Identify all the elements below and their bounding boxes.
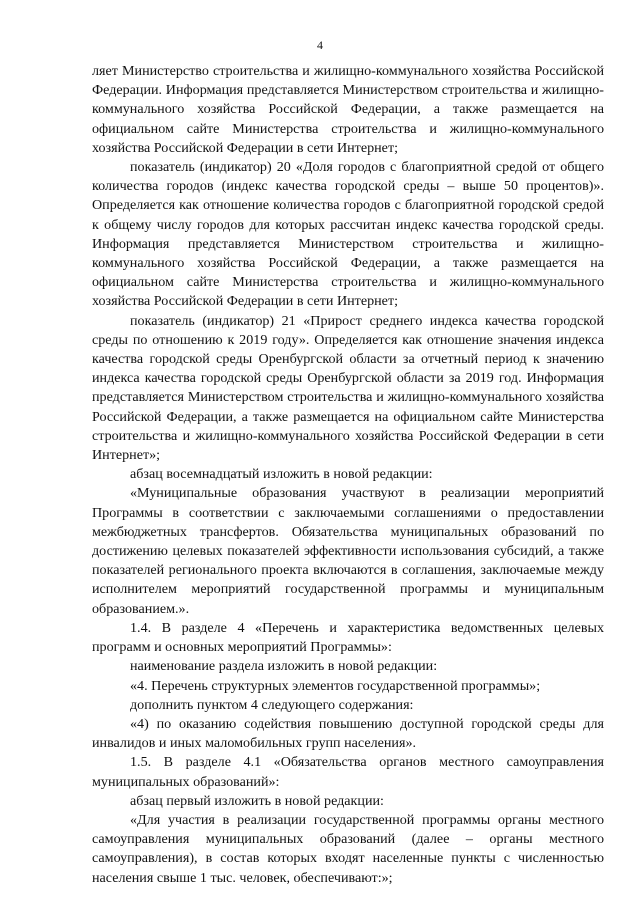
paragraph-indicator-21: показатель (индикатор) 21 «Прирост среднего индекса качества городской среды по отношению к 2019 году». Определяется как отношение значения индекса качества городской среды Оренбургской области за отчетный период к значению индекса качества городской среды Оренбургской области за 2019 год. Информация представляется Министерством строительства и жилищно-коммунального хозяйства Российской Федерации, а также размещается на официальном сайте Министерства строительства и жилищно-коммунального хозяйства Российской Федерации в сети Интернет»;	[92, 312, 604, 464]
paragraph-add-point-4: дополнить пунктом 4 следующего содержания:	[130, 696, 414, 713]
paragraph-amendment-18: абзац восемнадцатый изложить в новой редакции:	[130, 466, 433, 483]
page-number: 4	[317, 38, 323, 52]
paragraph-section-1-4: 1.4. В разделе 4 «Перечень и характеристика ведомственных целевых программ и основных мероприятий Программы»:	[92, 619, 604, 656]
paragraph-indicator-20: показатель (индикатор) 20 «Доля городов с благоприятной средой от общего количества городов (индекс качества городской среды – выше 50 процентов)». Определяется как отношение количества городов с благоприятной городской средой к общему числу городов для которых рассчитан индекс качества городской среды. Информация представляется Министерством строительства и жилищно-коммунального хозяйства Российской Федерации, а также размещается на официальном сайте Министерства строительства и жилищно-коммунального хозяйства Российской Федерации в сети Интернет;	[92, 159, 604, 310]
paragraph-local-government-obligations: «Для участия в реализации государственной программы органы местного самоуправления муниципальных образований (далее – органы местного самоуправления), в состав которых входят населенные пункты с численностью населения свыше 1 тыс. человек, обеспечивают:»;	[92, 811, 604, 886]
paragraph-municipal-participation: «Муниципальные образования участвуют в реализации мероприятий Программы в соответствии с заключаемыми соглашениями о предоставлении межбюджетных трансфертов. Обязательства муниципальных образований по достижению целевых показателей эффективности использования субсидий, а также показателей регионального проекта включаются в соглашения, заключаемые между исполнителем мероприятий государственной программы и муниципальным образованием.».	[92, 485, 604, 617]
paragraph-first-abzac-change: абзац первый изложить в новой редакции:	[130, 792, 384, 809]
document-body	[92, 62, 604, 888]
paragraph-section-title-change: наименование раздела изложить в новой редакции:	[130, 658, 438, 675]
paragraph-continuation: ляет Министерство строительства и жилищно-коммунального хозяйства Российской Федерации. Информация представляется Министерством строительства и жилищно-коммунального хозяйства Российской Федерации, а также размещается на официальном сайте Министерства строительства и жилищно-коммунального хозяйства Российской Федерации в сети Интернет;	[92, 63, 604, 156]
paragraph-point-4-text: «4) по оказанию содействия повышению доступной городской среды для инвалидов и иных маломобильных групп населения».	[92, 715, 604, 752]
paragraph-section-1-5: 1.5. В разделе 4.1 «Обязательства органов местного самоуправления муниципальных образований»:	[92, 754, 604, 790]
paragraph-new-section-title: «4. Перечень структурных элементов государственной программы»;	[130, 677, 541, 694]
